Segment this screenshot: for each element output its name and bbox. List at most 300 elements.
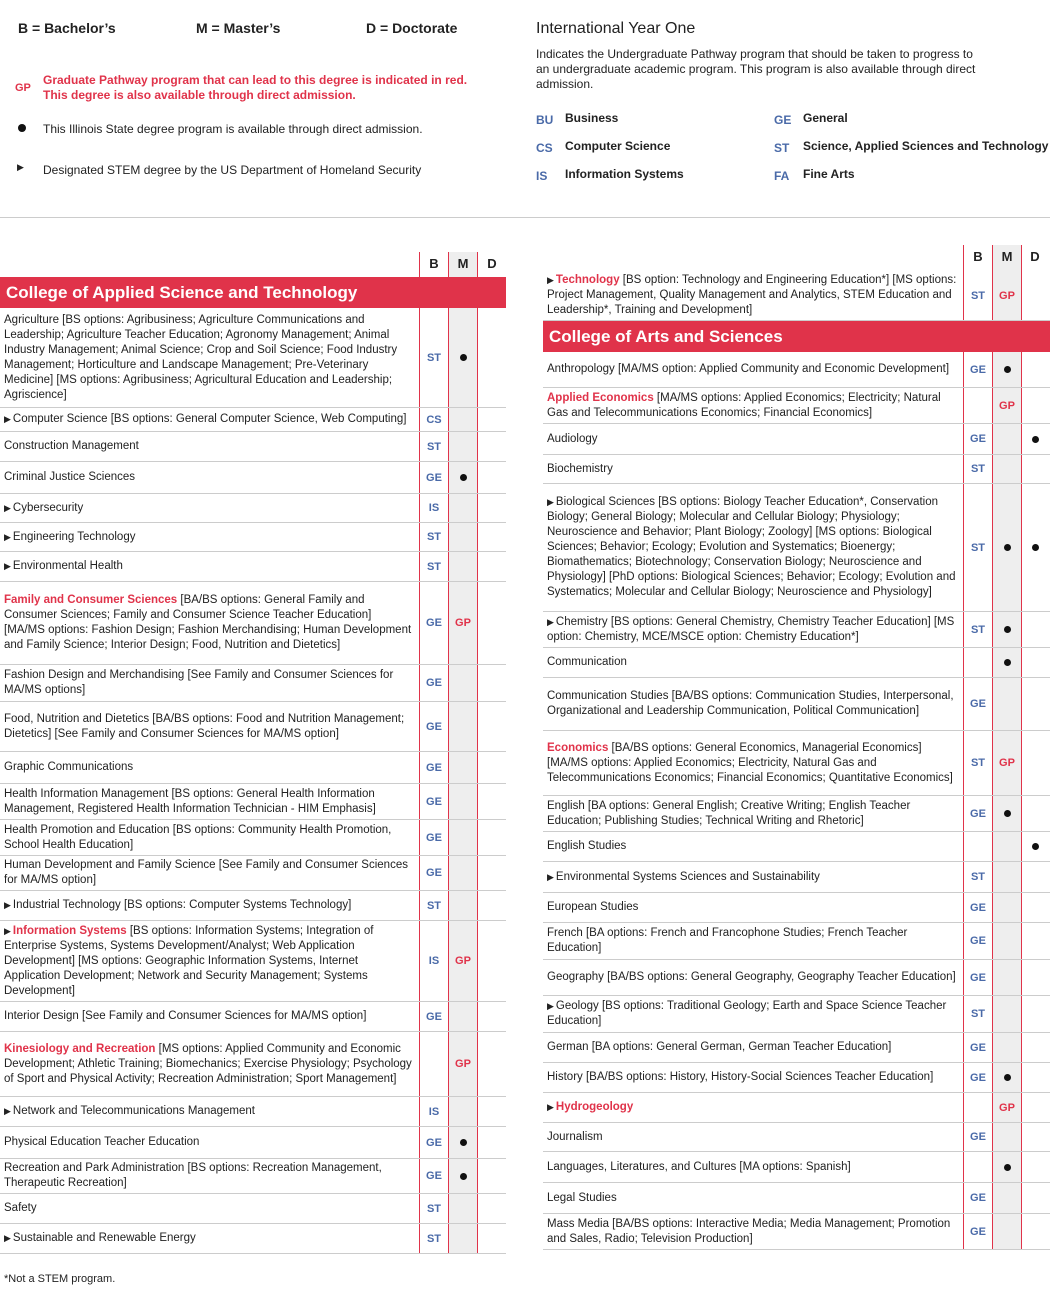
pathway-program-name: Family and Consumer Sciences [4, 594, 178, 606]
program-details: Health Promotion and Education [BS options: Community Health Promotion, School Health Education] [4, 823, 392, 851]
program-details: Legal Studies [547, 1191, 617, 1204]
program-details: Computer Science [BS options: General Computer Science, Web Computing] [12, 413, 407, 425]
program-details: Environmental Health [12, 560, 123, 572]
program-name [547, 455, 959, 483]
program-row [543, 1063, 1050, 1093]
program-details: Cybersecurity [12, 501, 84, 514]
stem-triangle-icon: ▶ [17, 162, 24, 172]
master-direct-dot [1004, 544, 1011, 551]
program-details: Recreation and Park Administration [BS options: Recreation Management, Therapeutic Recreation] [4, 1162, 382, 1189]
program-details: European Studies [547, 901, 639, 913]
doctorate-cell [478, 1159, 506, 1193]
program-text [547, 839, 626, 854]
program-text [547, 615, 959, 645]
program-row [0, 462, 506, 494]
bachelor-college-code: ST [426, 440, 442, 453]
program-text [4, 1104, 255, 1119]
master-cell [449, 462, 477, 493]
program-row [0, 891, 506, 921]
doctorate-cell [478, 1097, 506, 1126]
master-cell [993, 388, 1021, 423]
bachelor-college-code: GE [426, 617, 442, 629]
program-name [4, 1002, 414, 1031]
program-text [4, 760, 133, 775]
program-name [547, 1214, 959, 1249]
bachelor-college-code: ST [970, 871, 986, 883]
program-details: Industrial Technology [BS options: Computer Systems Technology] [12, 899, 352, 911]
bachelor-college-code: GE [970, 1131, 986, 1143]
master-cell [993, 960, 1021, 995]
bachelor-college-code: GE [970, 807, 986, 820]
program-name [547, 996, 959, 1032]
master-direct-dot [1004, 659, 1011, 666]
doctorate-cell [478, 702, 506, 751]
program-text [4, 1201, 37, 1216]
program-row [543, 271, 1050, 321]
doctorate-cell [478, 462, 506, 493]
master-cell [449, 1159, 477, 1193]
program-text [4, 712, 414, 742]
program-details: Environmental Systems Sciences and Sustainability [555, 870, 820, 883]
program-row [543, 862, 1050, 893]
program-name [4, 552, 414, 581]
doctorate-cell [478, 665, 506, 701]
program-details: [BA/BS options: General Family and Consumer Sciences; Family and Consumer Science Teacher Education] [MA/MS options: Fashion Design; Fashion Merchandising; Human Development and Family Science; Interior Design; Food, Nutrition and Dietetics] [4, 594, 412, 651]
master-cell [993, 455, 1021, 483]
master-cell [449, 1002, 477, 1031]
program-name [4, 702, 414, 751]
program-details: Interior Design [See Family and Consumer Sciences for MA/MS option] [4, 1010, 367, 1022]
program-text [4, 1231, 196, 1246]
bachelor-college-code: GE [426, 761, 442, 774]
program-text [4, 668, 414, 698]
doctorate-cell [1021, 271, 1049, 320]
master-cell [449, 752, 477, 783]
doctorate-cell [1021, 1123, 1049, 1151]
program-details: History [BA/BS options: History, History-Social Sciences Teacher Education] [547, 1071, 934, 1083]
master-cell [993, 1123, 1021, 1151]
master-cell [449, 523, 477, 551]
program-row [543, 1033, 1050, 1063]
bachelor-college-code: GE [426, 795, 442, 808]
program-row [0, 1194, 506, 1224]
bachelor-college-code: ST [426, 1202, 442, 1215]
program-name [4, 582, 414, 664]
program-details: Safety [4, 1202, 37, 1214]
doctorate-direct-dot [1032, 544, 1039, 551]
code-cs: CS Computer Science [536, 139, 671, 155]
master-cell [449, 308, 477, 407]
stem-triangle-icon: ▶ [547, 1001, 554, 1011]
program-row [0, 552, 506, 582]
program-details: Graphic Communications [4, 761, 134, 773]
program-row [0, 408, 506, 432]
program-text [547, 900, 638, 915]
program-name [547, 960, 959, 995]
program-row [0, 1097, 506, 1127]
program-row [0, 752, 506, 784]
graduate-pathway-badge: GP [999, 1101, 1015, 1114]
program-details: Sustainable and Renewable Energy [12, 1232, 196, 1244]
doctorate-cell [478, 921, 506, 1001]
program-row [0, 523, 506, 552]
program-name [547, 1183, 959, 1213]
master-cell [449, 702, 477, 751]
program-text [4, 559, 123, 574]
program-name [4, 891, 414, 920]
pathway-program-name: Kinesiology and Recreation [4, 1042, 156, 1055]
program-text [547, 1130, 603, 1145]
master-cell [993, 1214, 1021, 1249]
bachelor-college-code: GE [970, 971, 986, 984]
program-details: Geography [BA/BS options: General Geography, Geography Teacher Education] [547, 971, 956, 983]
master-direct-dot [1004, 1074, 1011, 1081]
program-name [547, 923, 959, 959]
program-name [4, 856, 414, 890]
program-text [4, 412, 406, 427]
master-cell [449, 665, 477, 701]
master-cell [449, 820, 477, 855]
column-header-d: D [487, 256, 497, 271]
program-details: French [BA options: French and Francophone Studies; French Teacher Education] [547, 927, 908, 954]
master-cell [993, 484, 1021, 611]
bachelor-college-code: IS [428, 1105, 440, 1118]
doctorate-cell [1021, 731, 1049, 795]
iyo-title: International Year One [536, 20, 696, 37]
program-row [543, 352, 1050, 388]
program-row [0, 582, 506, 665]
program-text [4, 593, 414, 653]
doctorate-key: D = Doctorate [366, 20, 458, 36]
master-direct-dot [460, 1139, 467, 1146]
bachelor-college-code: IS [428, 955, 440, 967]
program-details: Journalism [547, 1130, 603, 1143]
program-text [547, 926, 959, 956]
program-details: Construction Management [4, 440, 139, 452]
doctorate-direct-dot [1032, 843, 1039, 850]
master-direct-dot [1004, 366, 1011, 373]
code-st: ST Science, Applied Sciences and Technology [774, 139, 1049, 155]
program-details: Agriculture [BS options: Agribusiness; Agriculture Communications and Leadership; Agriculture Teacher Education; Agronomy Management; Animal Industry Management; Animal Science; Crop and Soil Science; Food Industry Management; Horticulture and Landscape Management; Pre-Veterinary Medicine] [MS options: Agribusiness; Agricultural Education and Leadership; Agriscience] [4, 313, 398, 401]
program-row [543, 796, 1050, 832]
program-text [4, 530, 135, 545]
program-text [547, 970, 956, 985]
master-cell [993, 996, 1021, 1032]
stem-description: Designated STEM degree by the US Department of Homeland Security [43, 163, 422, 177]
master-cell [993, 893, 1021, 922]
program-text [4, 823, 414, 853]
master-cell [993, 1063, 1021, 1092]
program-row [0, 1224, 506, 1254]
master-cell [993, 1183, 1021, 1213]
college-header: College of Applied Science and Technology [0, 277, 506, 308]
master-cell [993, 648, 1021, 677]
program-details: [MS options: Applied Community and Economic Development; Athletic Training; Biomechanics; Exercise Physiology; Psychology of Sport and Physical Activity; Recreation Administration; Sport Management] [4, 1042, 412, 1085]
bachelor-college-code: GE [426, 1170, 442, 1182]
program-details: Geology [BS options: Traditional Geology; Earth and Space Science Teacher Education] [547, 1000, 947, 1027]
doctorate-cell [1021, 678, 1049, 730]
program-row [0, 665, 506, 702]
doctorate-cell [1021, 796, 1049, 831]
program-text [4, 470, 135, 485]
program-row [543, 1093, 1050, 1123]
program-text [4, 1009, 366, 1024]
stem-triangle-icon: ▶ [4, 900, 11, 910]
stem-triangle-icon: ▶ [547, 871, 554, 882]
bachelor-college-code [420, 1032, 448, 1096]
program-text [4, 787, 414, 817]
doctorate-cell [478, 308, 506, 407]
program-name [547, 1123, 959, 1151]
code-bu: BU Business [536, 111, 619, 127]
program-text [547, 1191, 617, 1206]
program-row [543, 612, 1050, 648]
program-name [547, 1093, 959, 1122]
program-text [4, 1135, 199, 1150]
program-name [4, 820, 414, 855]
stem-triangle-icon: ▶ [4, 414, 11, 424]
master-cell [993, 271, 1021, 320]
master-cell [449, 1127, 477, 1158]
program-details: Chemistry [BS options: General Chemistry, Chemistry Teacher Education] [MS option: Chemistry, MCE/MSCE option: Chemistry Education*] [547, 615, 955, 643]
master-cell [993, 678, 1021, 730]
program-name [547, 352, 959, 387]
program-name [547, 1152, 959, 1182]
column-header-b: B [429, 256, 439, 271]
program-name [547, 612, 959, 647]
doctorate-cell [1021, 484, 1049, 611]
program-text [547, 462, 613, 477]
doctorate-cell [478, 1194, 506, 1223]
program-details: Fashion Design and Merchandising [See Family and Consumer Sciences for MA/MS options] [4, 669, 394, 696]
code-fa: FA Fine Arts [774, 167, 855, 183]
bachelor-college-code: GE [970, 1225, 986, 1238]
program-name [4, 752, 414, 783]
master-cell [449, 891, 477, 920]
bachelor-college-code: GE [426, 471, 442, 484]
program-row [0, 432, 506, 462]
master-cell [449, 1032, 477, 1096]
bachelor-college-code: GE [426, 831, 442, 844]
bachelor-college-code: GE [426, 677, 442, 689]
program-details: Human Development and Family Science [See Family and Consumer Sciences for MA/MS option] [4, 859, 408, 886]
master-cell [993, 731, 1021, 795]
program-details: Biochemistry [547, 462, 613, 475]
program-row [543, 455, 1050, 484]
doctorate-cell [478, 523, 506, 551]
doctorate-cell [478, 1032, 506, 1096]
program-row [0, 494, 506, 523]
master-direct-dot [1004, 626, 1011, 633]
program-row [543, 648, 1050, 678]
stem-triangle-icon: ▶ [4, 531, 11, 542]
program-name [4, 784, 414, 819]
program-row [0, 1002, 506, 1032]
master-cell [449, 552, 477, 581]
master-cell [449, 408, 477, 431]
program-text [547, 999, 959, 1029]
program-row [543, 1152, 1050, 1183]
stem-triangle-icon: ▶ [547, 497, 554, 507]
program-row [0, 308, 506, 408]
program-name [547, 648, 959, 677]
master-cell [993, 1152, 1021, 1182]
doctorate-cell [1021, 862, 1049, 892]
master-cell [449, 1194, 477, 1223]
doctorate-cell [1021, 352, 1049, 387]
program-name [4, 462, 414, 493]
program-name [547, 271, 959, 320]
program-row [0, 820, 506, 856]
program-text [547, 273, 959, 318]
doctorate-cell [478, 552, 506, 581]
column-header-m: M [1001, 249, 1013, 264]
gp-badge: GP [15, 82, 31, 94]
program-text [547, 1217, 959, 1247]
master-cell [993, 923, 1021, 959]
program-details: Health Information Management [BS options: General Health Information Management, Registered Health Information Technician - HIM Emphasis] [4, 787, 376, 815]
program-details: [MA/MS options: Applied Economics; Electricity; Natural Gas and Telecommunications Economics; Financial Economics] [547, 391, 941, 419]
master-cell [449, 784, 477, 819]
program-name [547, 1033, 959, 1062]
graduate-pathway-badge: GP [455, 955, 471, 967]
program-name [547, 484, 959, 611]
program-details: Communication Studies [BA/BS options: Communication Studies, Interpersonal, Organizational and Leadership Communication, Political Communication] [547, 690, 954, 717]
graduate-pathway-badge: GP [999, 399, 1015, 412]
program-text [547, 362, 949, 377]
program-name [4, 408, 414, 431]
program-name [4, 921, 414, 1001]
master-cell [993, 1033, 1021, 1062]
program-name [547, 796, 959, 831]
doctorate-cell [478, 432, 506, 461]
pathway-program-name: Information Systems [12, 924, 127, 937]
program-text [547, 432, 598, 447]
footnote: *Not a STEM program. [4, 1273, 116, 1285]
program-name [547, 862, 959, 892]
doctorate-cell [1021, 1214, 1049, 1249]
program-text [4, 439, 139, 454]
program-details: Anthropology [MA/MS option: Applied Community and Economic Development] [547, 363, 950, 375]
doctorate-cell [478, 784, 506, 819]
bachelor-college-code: GE [970, 1041, 986, 1054]
program-row [543, 893, 1050, 923]
bachelor-college-code: ST [426, 560, 442, 573]
program-text [4, 1042, 414, 1087]
master-cell [993, 832, 1021, 861]
doctorate-cell [478, 494, 506, 522]
stem-triangle-icon: ▶ [547, 1102, 554, 1112]
program-row [543, 678, 1050, 731]
master-cell [449, 432, 477, 461]
doctorate-cell [1021, 996, 1049, 1032]
program-name [4, 665, 414, 701]
program-name [4, 523, 414, 551]
program-text [547, 870, 820, 885]
doctorate-cell [1021, 1183, 1049, 1213]
code-is: IS Information Systems [536, 167, 684, 183]
program-name [4, 432, 414, 461]
program-row [543, 424, 1050, 455]
doctorate-cell [478, 891, 506, 920]
stem-triangle-icon: ▶ [4, 502, 11, 513]
column-header-b: B [973, 249, 983, 264]
master-cell [449, 1097, 477, 1126]
doctorate-cell [478, 1224, 506, 1253]
program-name [4, 1097, 414, 1126]
doctorate-cell [1021, 388, 1049, 423]
bachelor-college-code: ST [970, 623, 986, 636]
program-text [4, 1161, 414, 1191]
program-row [543, 731, 1050, 796]
doctorate-cell [478, 820, 506, 855]
stem-triangle-icon: ▶ [547, 616, 554, 627]
program-details: [BS option: Technology and Engineering Education*] [MS options: Project Management, Quality Management and Analytics, STEM Education and Leadership*, Training and Development] [547, 274, 957, 316]
bachelor-college-code: ST [970, 289, 986, 302]
program-name [547, 832, 959, 861]
program-row [0, 1159, 506, 1194]
gp-description: Graduate Pathway program that can lead to this degree is indicated in red. This degree is also available through direct admission. [43, 73, 468, 102]
program-details: [BA/BS options: General Economics, Managerial Economics] [MA/MS options: Applied Economics; Electricity, Natural Gas and Telecommunications Economics; Financial Economics; Quantitative Economics] [547, 741, 953, 784]
program-name [4, 1159, 414, 1193]
code-ge: GE General [774, 111, 848, 127]
program-row [543, 832, 1050, 862]
stem-triangle-icon: ▶ [4, 1233, 11, 1243]
program-details: Food, Nutrition and Dietetics [BA/BS options: Food and Nutrition Management; Dietetics] [See Family and Consumer Sciences for MA/MS option] [4, 712, 405, 740]
program-name [547, 424, 959, 454]
doctorate-cell [478, 582, 506, 664]
program-name [4, 1194, 414, 1223]
program-details: Biological Sciences [BS options: Biology Teacher Education*, Conservation Biology; General Biology; Molecular and Cellular Biology; Physiology; Neuroscience and Behavior; Plant Biology; Zoology] [MS options: Biological Sciences; Behavior; Ecology; Evolution and Systematics; Bioenergy; Biomathematics; Biotechnology; Conservation Biology; Neuroscience and Physiology] [PhD options: Biological Sciences; Behavior; Ecology; Evolution and Systematics; Molecular and Cellular Biology; Neuroscience and Physiology] [547, 496, 956, 598]
pathway-program-name: Technology [555, 274, 620, 286]
master-direct-dot [1004, 810, 1011, 817]
program-text [4, 898, 351, 913]
bachelor-college-code: ST [970, 757, 986, 769]
program-row [543, 1214, 1050, 1250]
doctorate-cell [1021, 832, 1049, 861]
master-cell [449, 856, 477, 890]
doctorate-cell [478, 1002, 506, 1031]
doctorate-cell [1021, 1152, 1049, 1182]
program-row [543, 1183, 1050, 1214]
doctorate-cell [1021, 893, 1049, 922]
program-row [543, 388, 1050, 424]
master-cell [449, 921, 477, 1001]
doctorate-cell [1021, 455, 1049, 483]
program-name [547, 388, 959, 423]
program-details: Languages, Literatures, and Cultures [MA options: Spanish] [547, 1160, 851, 1173]
master-cell [993, 862, 1021, 892]
doctorate-cell [478, 752, 506, 783]
program-details: Physical Education Teacher Education [4, 1136, 200, 1148]
master-cell [993, 424, 1021, 454]
column-header-d: D [1030, 249, 1040, 264]
stem-triangle-icon: ▶ [4, 925, 11, 936]
master-cell [449, 582, 477, 664]
program-text [547, 1040, 891, 1055]
program-details: English Studies [547, 840, 627, 852]
program-row [543, 484, 1050, 612]
master-direct-dot [460, 354, 467, 361]
bachelor-college-code: CS [426, 413, 442, 426]
stem-triangle-icon: ▶ [4, 561, 11, 571]
program-row [0, 784, 506, 820]
program-row [0, 1127, 506, 1159]
column-header-m: M [457, 256, 469, 271]
program-text [4, 313, 414, 403]
master-cell [993, 352, 1021, 387]
bachelor-college-code: ST [970, 463, 986, 475]
